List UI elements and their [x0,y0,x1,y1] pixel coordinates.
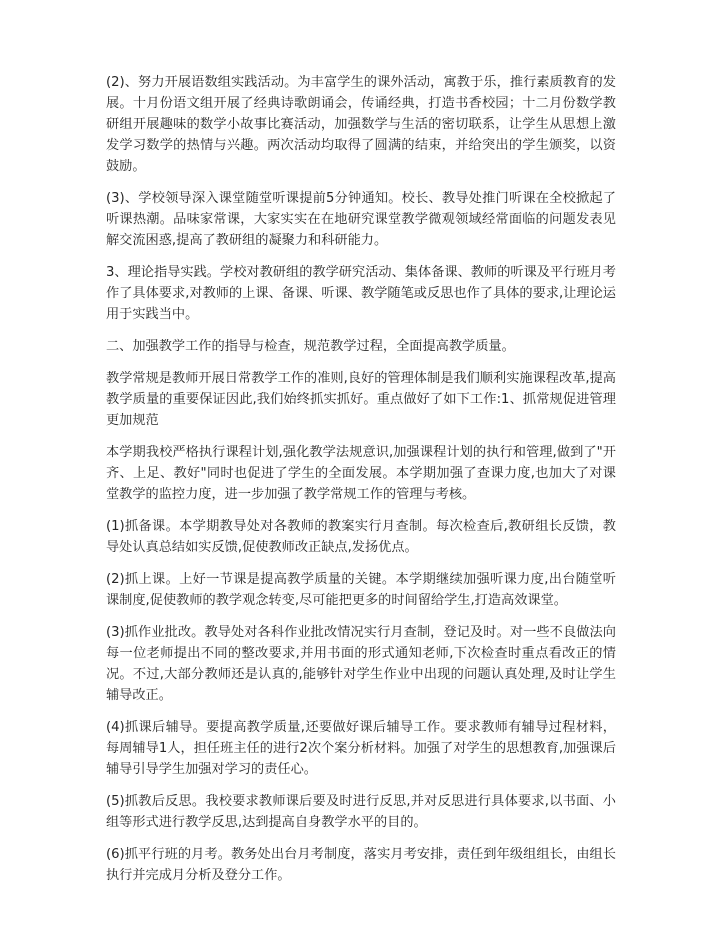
paragraph-tutoring: (4)抓课后辅导。要提高教学质量,还要做好课后辅导工作。要求教师有辅导过程材料，每周辅导1人，担任班主任的进行2次个案分析材料。加强了对学生的思想教育,加强课后辅导引导学生加强对学习的责任心。 [106,720,616,777]
paragraph-monthly-exam: (6)抓平行班的月考。教务处出台月考制度，落实月考安排，责任到年级组组长，由组长执行并完成月分析及登分工作。 [106,847,616,883]
document-body [106,72,616,897]
paragraph-teaching-routine: 教学常规是教师开展日常教学工作的准则,良好的管理体制是我们顺利实施课程改革,提高教学质量的重要保证因此,我们始终抓实抓好。重点做好了如下工作:1、抓常规促进管理更加规范 [106,371,616,428]
paragraph-reflection: (5)抓教后反思。我校要求教师课后要及时进行反思,并对反思进行具体要求,以书面、小组等形式进行教学反思,达到提高自身教学水平的目的。 [106,794,616,830]
paragraph-theory-practice: 3、理论指导实践。学校对教研组的教学研究活动、集体备课、教师的听课及平行班月考作了具体要求,对教师的上课、备课、听课、教学随笔或反思也作了具体的要求,让理论运用于实践当中。 [106,265,616,322]
paragraph-lessons: (2)抓上课。上好一节课是提高教学质量的关键。本学期继续加强听课力度,出台随堂听课制度,促使教师的教学观念转变,尽可能把更多的时间留给学生,打造高效课堂。 [106,572,616,608]
paragraph-activities: (2)、努力开展语数组实践活动。为丰富学生的课外活动，寓教于乐，推行素质教育的发展。十月份语文组开展了经典诗歌朗诵会，传诵经典，打造书香校园；十二月份数学教研组开展趣味的数学小故事比赛活动，加强数学与生活的密切联系，让学生从思想上激发学习数学的热情与兴趣。两次活动均取得了圆满的结束，并给突出的学生颁奖，以资鼓励。 [106,75,616,174]
paragraph-class-observation: (3)、学校领导深入课堂随堂听课提前5分钟通知。校长、教导处推门听课在全校掀起了听课热潮。品味家常课，大家实实在在地研究课堂教学微观领域经常面临的问题发表见解交流困惑,提高了教研组的凝聚力和科研能力。 [106,191,616,248]
paragraph-curriculum-plan: 本学期我校严格执行课程计划,强化教学法规意识,加强课程计划的执行和管理,做到了"开齐、上足、教好"同时也促进了学生的全面发展。本学期加强了查课力度,也加大了对课堂教学的监控力度，进一步加强了教学常规工作的管理与考核。 [106,445,616,502]
paragraph-lesson-prep: (1)抓备课。本学期教导处对各教师的教案实行月查制。每次检查后,教研组长反馈，教导处认真总结如实反馈,促使教师改正缺点,发扬优点。 [106,519,616,555]
section-heading-2: 二、加强教学工作的指导与检查，规范教学过程，全面提高教学质量。 [106,339,515,354]
paragraph-homework: (3)抓作业批改。教导处对各科作业批改情况实行月查制，登记及时。对一些不良做法向每一位老师提出不同的整改要求,并用书面的形式通知老师,下次检查时重点看改正的情况。不过,大部分教师还是认真的,能够针对学生作业中出现的问题认真处理,及时让学生辅导改正。 [106,625,616,703]
